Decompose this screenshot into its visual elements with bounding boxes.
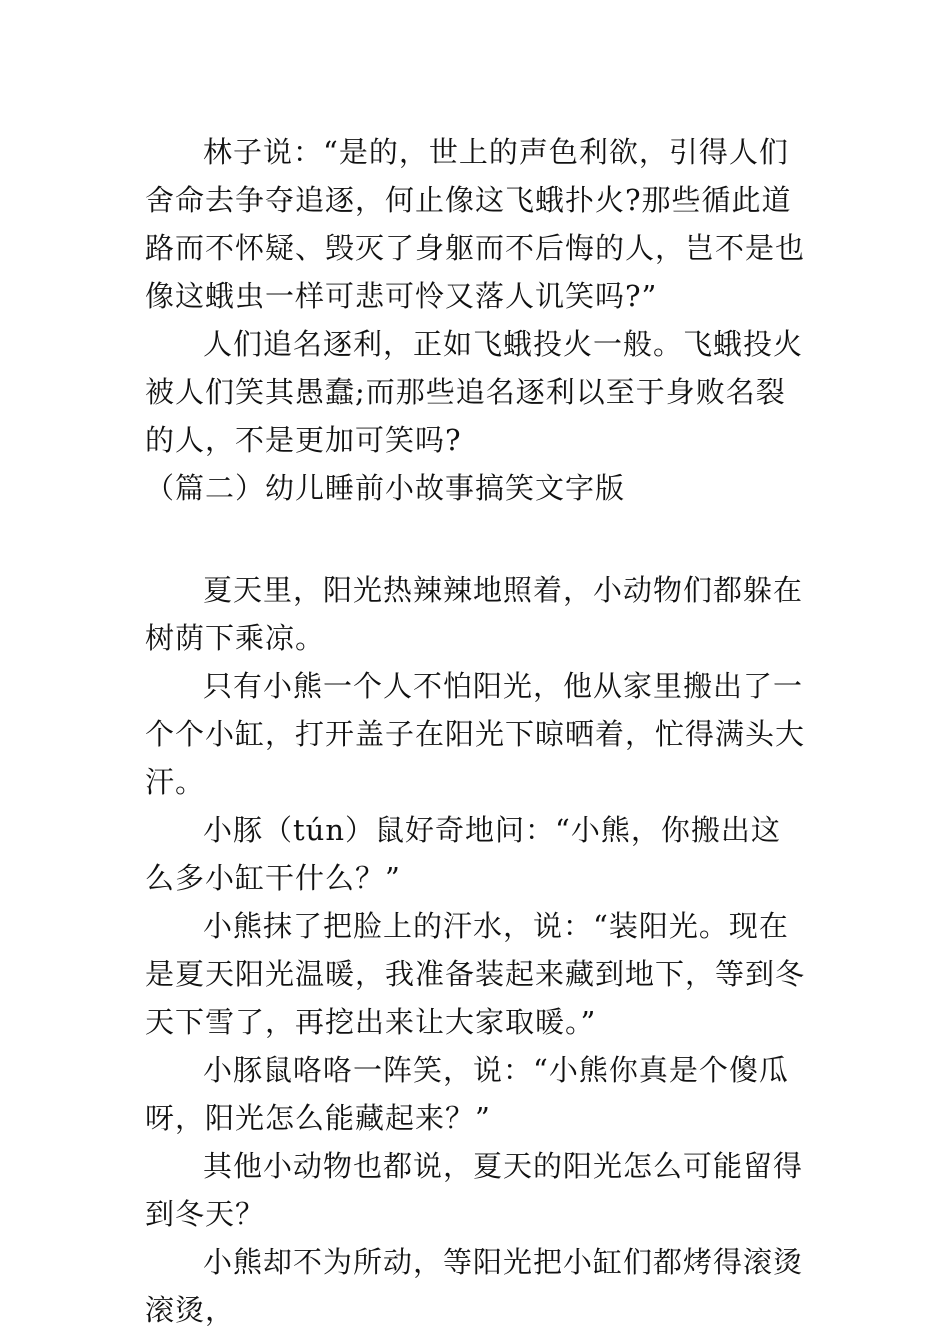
- paragraph-summer: 夏天里，阳光热辣辣地照着，小动物们都躲在树荫下乘凉。: [145, 573, 804, 655]
- paragraph-bear-answer: 小熊抹了把脸上的汗水，说：“装阳光。现在是夏天阳光温暖，我准备装起来藏到地下，等到冬天下雪了，再挖出来让大家取暖。”: [145, 909, 806, 1039]
- paragraph-guinea-pig-question: 小豚（tún）鼠好奇地问：“小熊，你搬出这么多小缸干什么？”: [145, 813, 781, 895]
- paragraph-others-say: 其他小动物也都说，夏天的阳光怎么可能留得到冬天？: [145, 1149, 804, 1231]
- paragraph-moral: 人们追名逐利，正如飞蛾投火一般。飞蛾投火被人们笑其愚蠢;而那些追名逐利以至于身败名裂的人，不是更加可笑吗?: [145, 327, 804, 457]
- paragraph-bear-unmoved: 小熊却不为所动，等阳光把小缸们都烤得滚烫滚烫，: [145, 1245, 804, 1327]
- paragraph-little-bear: 只有小熊一个人不怕阳光，他从家里搬出了一个个小缸，打开盖子在阳光下晾晒着，忙得满头大汗。: [145, 669, 806, 799]
- paragraph-linzi-quote: 林子说：“是的，世上的声色利欲，引得人们舍命去争夺追逐，何止像这飞蛾扑火?那些循此道路而不怀疑、毁灭了身躯而不后悔的人，岂不是也像这蛾虫一样可悲可怜又落人讥笑吗?”: [145, 135, 806, 313]
- paragraph-guinea-pig-laugh: 小豚鼠咯咯一阵笑，说：“小熊你真是个傻瓜呀，阳光怎么能藏起来？”: [145, 1053, 789, 1135]
- document-body: [145, 128, 810, 1334]
- section-spacer: [145, 512, 810, 566]
- section-heading: （篇二）幼儿睡前小故事搞笑文字版: [145, 471, 626, 505]
